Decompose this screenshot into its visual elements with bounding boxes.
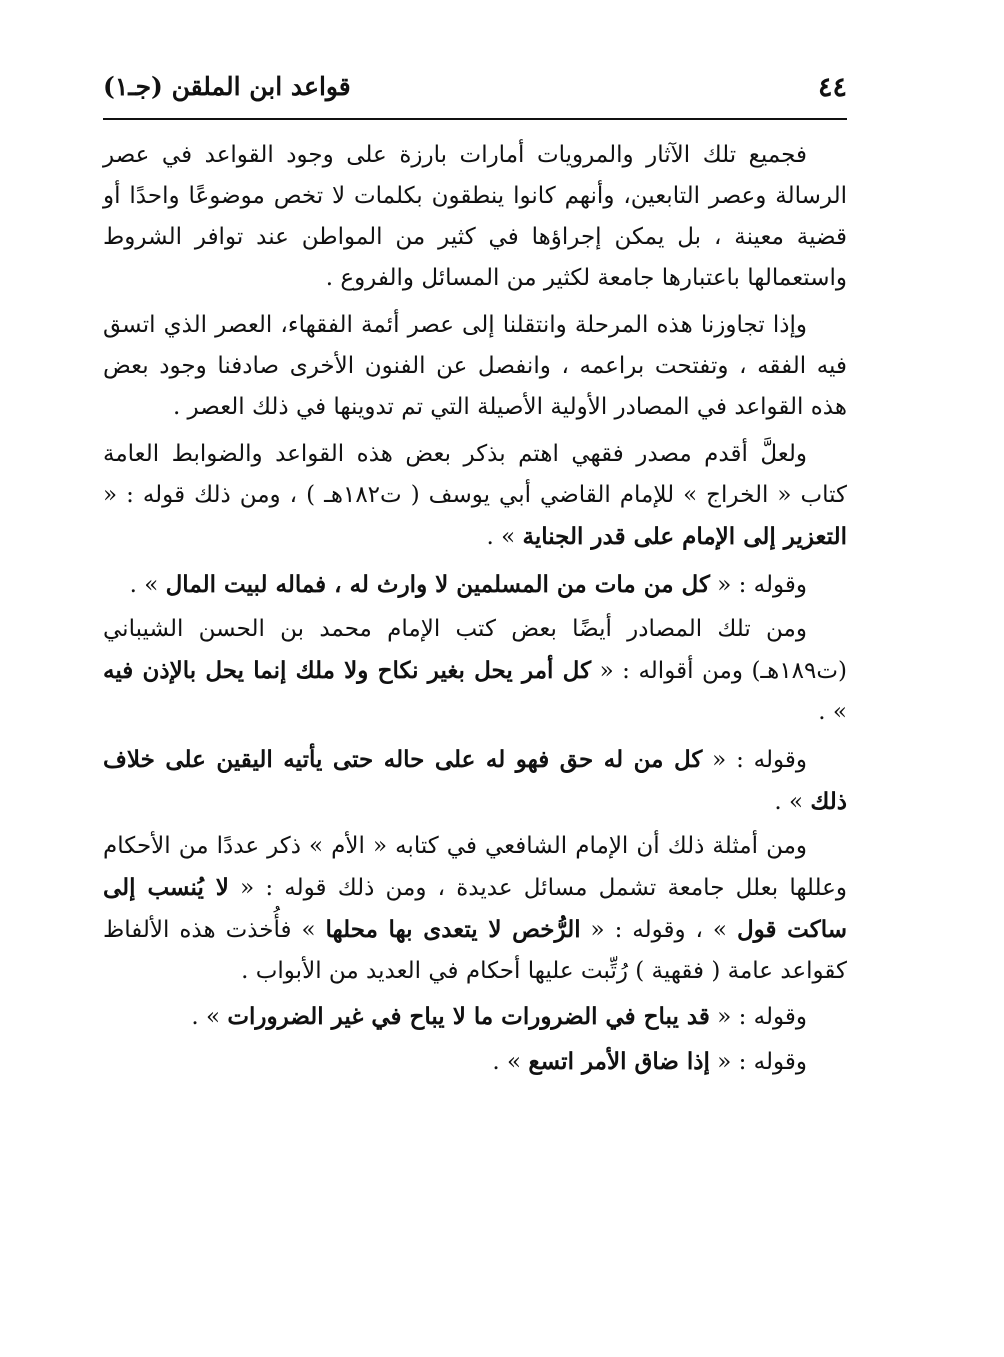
paragraph bbox=[103, 609, 847, 733]
quoted-rule: قد يباح في الضرورات ما لا يباح في غير الضرورات bbox=[227, 1003, 710, 1030]
text-run: » . bbox=[492, 1049, 529, 1075]
quoted-rule: لا يُنسب إلى ساكت قول bbox=[103, 874, 847, 943]
paragraph bbox=[103, 1041, 847, 1083]
page-number: ٤٤ bbox=[817, 72, 847, 103]
text-run: » . bbox=[818, 699, 847, 725]
quoted-rule: كل أمر يحل بغير نكاح ولا ملك إنما يحل بالإذن فيه bbox=[103, 657, 592, 684]
body-text bbox=[103, 135, 847, 1086]
paragraph bbox=[103, 305, 847, 428]
quoted-rule: كل من له حق فهو له على حاله حتى يأتيه اليقين على خلاف ذلك bbox=[103, 746, 847, 815]
quoted-rule: التعزير إلى الإمام على قدر الجناية bbox=[522, 523, 847, 550]
text-run: » ، وقوله : « bbox=[580, 917, 737, 943]
text-run: » فأُخذت هذه الألفاظ كقواعد عامة ( فقهية ) رُتِّبت عليها أحكام في العديد من الأبواب . bbox=[103, 917, 847, 984]
text-run: ومن أمثلة ذلك أن الإمام الشافعي في كتابه « الأم » ذكر عددًا من الأحكام وعللها بعلل جامعة تشمل مسائل عديدة ، ومن ذلك قوله : « bbox=[103, 833, 847, 901]
text-run: وقوله : « bbox=[709, 1049, 807, 1075]
text-run: ومن تلك المصادر أيضًا بعض كتب الإمام محمد بن الحسن الشيباني (ت١٨٩هـ) ومن أقواله : « bbox=[103, 616, 848, 684]
paragraph bbox=[103, 564, 847, 606]
text-run: » . bbox=[774, 789, 811, 815]
page-header bbox=[103, 68, 847, 116]
text-run: وقوله : « bbox=[709, 1004, 807, 1030]
text-run: » . bbox=[129, 572, 166, 598]
paragraph bbox=[103, 434, 847, 558]
text-run: ولعلَّ أقدم مصدر فقهي اهتم بذكر بعض هذه القواعد والضوابط العامة كتاب « الخراج » للإمام القاضي أبي يوسف ( ت١٨٢هـ ) ، ومن ذلك قوله : « bbox=[103, 441, 848, 508]
paragraph bbox=[103, 135, 847, 299]
quoted-rule: الرُّخص لا يتعدى بها محلها bbox=[325, 916, 581, 943]
text-run: وقوله : « bbox=[709, 572, 807, 598]
text-run: فجميع تلك الآثار والمرويات أمارات بارزة على وجود القواعد في عصر الرسالة وعصر التابعين، وأنهم كانوا ينطقون بكلمات لا تخص موضوعًا واحدًا أو قضية معينة ، بل يمكن إجراؤها في كثير من المواطن عند توافر الشروط واستعمالها باعتبارها جامعة لكثير من المسائل والفروع . bbox=[103, 142, 847, 291]
paragraph bbox=[103, 739, 847, 823]
running-title: قواعد ابن الملقن (جـ١) bbox=[103, 72, 351, 101]
quoted-rule: كل من مات من المسلمين لا وارث له ، فماله لبيت المال bbox=[165, 571, 710, 598]
text-run: وقوله : « bbox=[702, 747, 807, 773]
header-rule bbox=[103, 118, 847, 120]
quoted-rule: إذا ضاق الأمر اتسع bbox=[528, 1048, 710, 1075]
paragraph bbox=[103, 996, 847, 1038]
text-run: » . bbox=[486, 524, 523, 550]
paragraph bbox=[103, 826, 847, 992]
text-run: وإذا تجاوزنا هذه المرحلة وانتقلنا إلى عصر أئمة الفقهاء، العصر الذي اتسق فيه الفقه ، وتفتحت براعمه ، وانفصل عن الفنون الأخرى صادفنا وجود بعض هذه القواعد في المصادر الأولية الأصيلة التي تم تدوينها في ذلك العصر . bbox=[103, 312, 847, 420]
text-run: » . bbox=[191, 1004, 228, 1030]
